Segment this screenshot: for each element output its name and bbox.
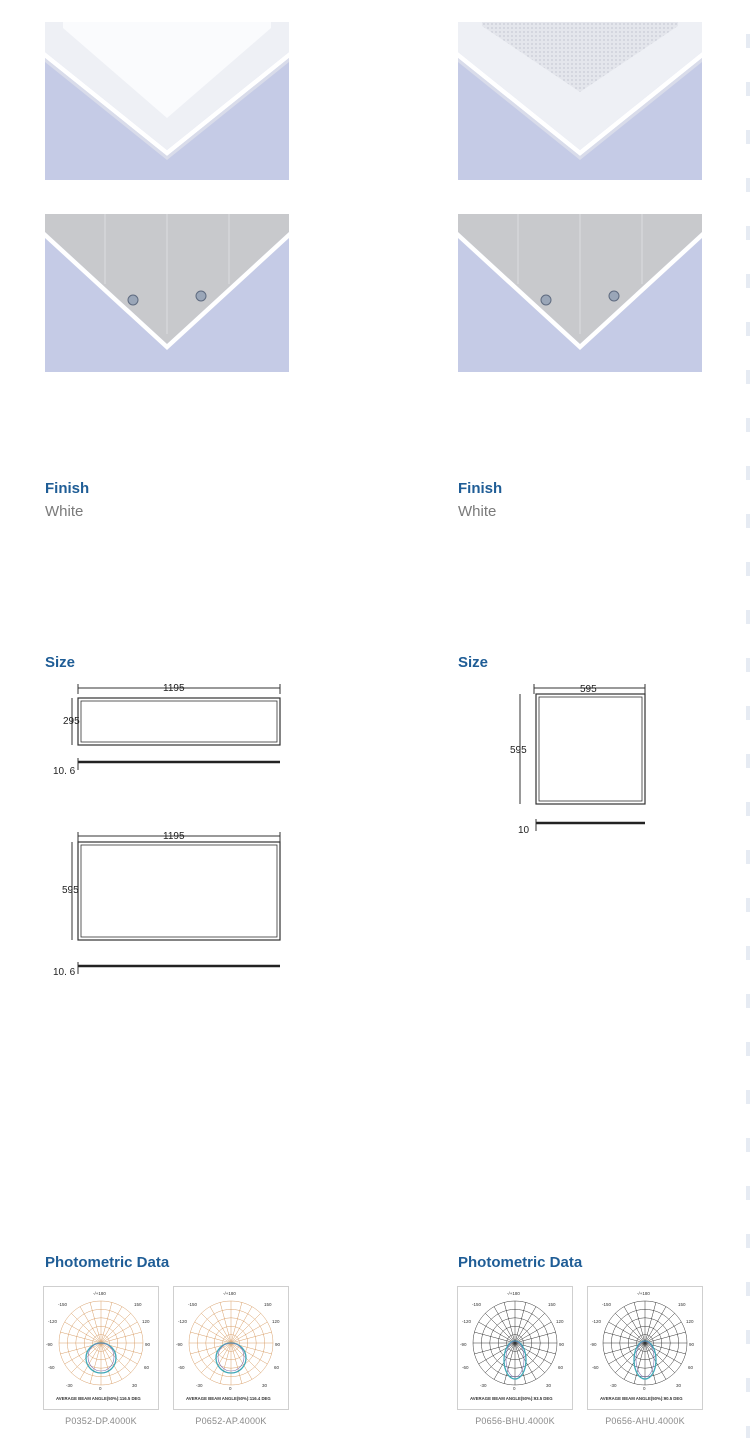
polar-angle-label: -90 bbox=[590, 1342, 597, 1347]
polar-angle-label: -60 bbox=[462, 1365, 469, 1370]
polar-angle-label: 150 bbox=[134, 1302, 142, 1307]
product-photo-back bbox=[458, 214, 702, 372]
polar-angle-label: 120 bbox=[272, 1319, 280, 1324]
size-title: Size bbox=[458, 654, 489, 671]
polar-angle-label: 0 bbox=[643, 1386, 646, 1391]
panel-corner-prismatic-photo-icon bbox=[458, 22, 702, 180]
polar-angle-label: 0 bbox=[99, 1386, 102, 1391]
product-photo-back bbox=[45, 214, 289, 372]
beam-angle-text: AVERAGE BEAM ANGLE(50%):90.5 DEG bbox=[600, 1396, 683, 1401]
polar-chart-caption: P0656-AHU.4000K bbox=[605, 1416, 685, 1426]
drawing-width-label: 1195 bbox=[163, 683, 185, 694]
drawing-height-label: 595 bbox=[510, 745, 527, 756]
polar-angle-label: -30 bbox=[610, 1383, 617, 1388]
beam-angle-text: AVERAGE BEAM ANGLE(50%):93.5 DEG bbox=[470, 1396, 553, 1401]
polar-angle-label: 30 bbox=[262, 1383, 268, 1388]
polar-angle-label: -30 bbox=[66, 1383, 73, 1388]
dimension-drawing-1195x295 bbox=[45, 680, 295, 780]
polar-angle-label: -60 bbox=[592, 1365, 599, 1370]
polar-angle-label: -150 bbox=[472, 1302, 482, 1307]
dimension-drawing-1195x595 bbox=[45, 828, 295, 980]
polar-diagram bbox=[174, 1287, 288, 1409]
product-photo-frosted bbox=[45, 22, 289, 180]
polar-angle-label: -120 bbox=[592, 1319, 602, 1324]
finish-value: White bbox=[458, 503, 497, 520]
polar-angle-label: -120 bbox=[48, 1319, 58, 1324]
polar-grid bbox=[473, 1301, 557, 1385]
polar-angle-label: 90 bbox=[145, 1342, 151, 1347]
polar-chart-card bbox=[173, 1286, 289, 1410]
polar-angle-label: 120 bbox=[556, 1319, 564, 1324]
polar-angle-label: -90 bbox=[460, 1342, 467, 1347]
panel-back-corner-screws-photo-icon bbox=[45, 214, 289, 372]
finish-value: White bbox=[45, 503, 84, 520]
polar-angle-label: -/+180 bbox=[637, 1291, 650, 1296]
polar-angle-label: 60 bbox=[274, 1365, 280, 1370]
photometric-title: Photometric Data bbox=[458, 1254, 583, 1271]
polar-chart-caption: P0652-AP.4000K bbox=[195, 1416, 267, 1426]
product-column-right bbox=[458, 0, 750, 1438]
polar-angle-label: 60 bbox=[558, 1365, 564, 1370]
polar-angle-label: 60 bbox=[144, 1365, 150, 1370]
right-edge-strip bbox=[746, 0, 750, 1438]
drawing-height-label: 595 bbox=[62, 885, 79, 896]
polar-chart-caption: P0656-BHU.4000K bbox=[475, 1416, 555, 1426]
finish-title: Finish bbox=[45, 480, 90, 497]
dimension-drawing-595x595 bbox=[508, 680, 658, 840]
polar-angle-label: 150 bbox=[264, 1302, 272, 1307]
polar-chart-card bbox=[457, 1286, 573, 1410]
drawing-depth-label: 10 bbox=[518, 825, 530, 836]
finish-title: Finish bbox=[458, 480, 503, 497]
polar-angle-label: -60 bbox=[178, 1365, 185, 1370]
polar-angle-label: -150 bbox=[58, 1302, 68, 1307]
polar-angle-label: -120 bbox=[178, 1319, 188, 1324]
polar-angle-label: -60 bbox=[48, 1365, 55, 1370]
polar-angle-label: 30 bbox=[546, 1383, 552, 1388]
polar-angle-label: 0 bbox=[513, 1386, 516, 1391]
product-column-left bbox=[45, 0, 345, 1438]
polar-angle-label: -150 bbox=[602, 1302, 612, 1307]
polar-chart-caption: P0352-DP.4000K bbox=[65, 1416, 137, 1426]
polar-angle-label: -30 bbox=[480, 1383, 487, 1388]
drawing-width-label: 1195 bbox=[163, 831, 185, 842]
polar-angle-label: -/+180 bbox=[93, 1291, 106, 1296]
polar-angle-label: 30 bbox=[132, 1383, 138, 1388]
panel-corner-frosted-photo-icon bbox=[45, 22, 289, 180]
product-photo-prismatic bbox=[458, 22, 702, 180]
drawing-depth-label: 10. 6 bbox=[53, 967, 76, 978]
polar-angle-label: -90 bbox=[176, 1342, 183, 1347]
photometric-title: Photometric Data bbox=[45, 1254, 170, 1271]
polar-diagram bbox=[588, 1287, 702, 1409]
polar-chart-card bbox=[587, 1286, 703, 1410]
polar-angle-label: 120 bbox=[686, 1319, 694, 1324]
polar-angle-label: 150 bbox=[678, 1302, 686, 1307]
panel-back-corner-screws-photo-icon bbox=[458, 214, 702, 372]
polar-angle-label: -30 bbox=[196, 1383, 203, 1388]
polar-angle-label: 90 bbox=[275, 1342, 281, 1347]
polar-angle-label: 90 bbox=[689, 1342, 695, 1347]
drawing-width-label: 595 bbox=[580, 684, 597, 695]
polar-angle-label: 150 bbox=[548, 1302, 556, 1307]
size-title: Size bbox=[45, 654, 76, 671]
polar-angle-label: 0 bbox=[229, 1386, 232, 1391]
polar-angle-label: 120 bbox=[142, 1319, 150, 1324]
polar-chart-card bbox=[43, 1286, 159, 1410]
polar-angle-label: 60 bbox=[688, 1365, 694, 1370]
polar-diagram bbox=[458, 1287, 572, 1409]
polar-angle-label: -/+180 bbox=[223, 1291, 236, 1296]
polar-angle-label: -90 bbox=[46, 1342, 53, 1347]
polar-diagram bbox=[44, 1287, 158, 1409]
polar-grid bbox=[603, 1301, 687, 1385]
polar-angle-label: -150 bbox=[188, 1302, 198, 1307]
polar-angle-label: 90 bbox=[559, 1342, 565, 1347]
polar-angle-label: -120 bbox=[462, 1319, 472, 1324]
drawing-height-label: 295 bbox=[63, 716, 80, 727]
drawing-depth-label: 10. 6 bbox=[53, 766, 76, 777]
polar-angle-label: -/+180 bbox=[507, 1291, 520, 1296]
beam-angle-text: AVERAGE BEAM ANGLE(50%):116.5 DEG bbox=[56, 1396, 141, 1401]
polar-angle-label: 30 bbox=[676, 1383, 682, 1388]
beam-angle-text: AVERAGE BEAM ANGLE(50%):116.4 DEG bbox=[186, 1396, 271, 1401]
